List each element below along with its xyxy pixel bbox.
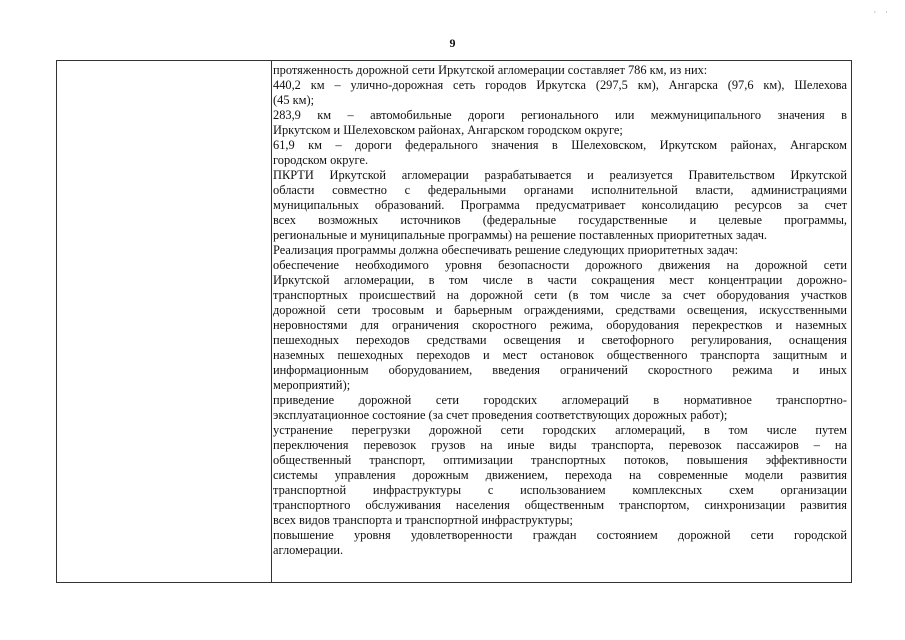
text-line: агломерации. [273,543,344,557]
text-line: общественный транспорт, оптимизации транспортных потоков, повышения эффективности [273,453,847,467]
text-line: всех видов транспорта и транспортной инфраструктуры; [273,513,573,527]
text-line: (45 км); [273,93,315,107]
text-line: Иркутском и Шелеховском районах, Ангарском городском округе; [273,123,623,137]
text-line: ПКРТИ Иркутской агломерации разрабатывается и реализуется Правительством Иркутской [273,168,847,182]
text-line: области совместно с федеральными органами исполнительной власти, администрациями [273,183,847,197]
text-line: 61,9 км – дороги федерального значения в Шелеховском, Иркутском районах, Ангарском [273,138,847,152]
text-line: транспортного обслуживания населения общественным транспортом, синхронизации развития [273,498,847,512]
text-line: транспортной инфраструктуры с использованием комплексных схем организации [273,483,847,497]
table-left-column [57,61,272,582]
text-line: переключения перевозок грузов на иные виды транспорта, перевозок пассажиров – на [273,438,847,452]
text-line: повышение уровня удовлетворенности граждан состоянием дорожной сети городской [273,528,847,542]
text-line: региональные и муниципальные программы) на решение поставленных приоритетных задач. [273,228,768,242]
text-line: Иркутской агломерации, в том числе в части сокращения мест концентрации дорожно- [273,273,847,287]
table-right-column-text [273,63,847,558]
text-line: обеспечение необходимого уровня безопасности дорожного движения на дорожной сети [273,258,847,272]
text-line: системы управления дорожным движением, перехода на современные модели развития [273,468,847,482]
page-number: 9 [449,36,456,50]
text-line: городском округе. [273,153,369,167]
text-line: муниципальных образований. Программа предусматривает консолидацию ресурсов за счет [273,198,847,212]
text-line: дорожной сети тросовым и барьерным ограждениями, средствами освещения, искусственными [273,303,847,317]
text-line: транспортных происшествий на дорожной сети (в том числе за счет оборудования участков [273,288,847,302]
text-line: мероприятий); [273,378,351,392]
text-line: 440,2 км – улично-дорожная сеть городов Иркутска (297,5 км), Ангарска (97,6 км), Шелехова [273,78,847,92]
text-line: эксплуатационное состояние (за счет проведения соответствующих дорожных работ); [273,408,728,422]
text-line: всех возможных источников (федеральные государственные и целевые программы, [273,213,847,227]
scan-corner-mark: · · [873,8,891,18]
text-line: устранение перегрузки дорожной сети городских агломераций, в том числе путем [273,423,847,437]
text-line: информационным оборудованием, введения ограничений скоростного режима и иных [273,363,847,377]
text-line: приведение дорожной сети городских агломераций в нормативное транспортно- [273,393,847,407]
text-line: пешеходных переходов средствами освещения и светофорного регулирования, оснащения [273,333,847,347]
text-line: Реализация программы должна обеспечивать решение следующих приоритетных задач: [273,243,739,257]
text-line: наземных пешеходных переходов и мест остановок общественного транспорта защитным и [273,348,847,362]
document-table [56,60,852,583]
text-line: протяженность дорожной сети Иркутской агломерации составляет 786 км, из них: [273,63,708,77]
text-line: неровностями для ограничения скоростного режима, оборудования перекрестков и наземных [273,318,847,332]
text-line: 283,9 км – автомобильные дороги регионального или межмуниципального значения в [273,108,847,122]
